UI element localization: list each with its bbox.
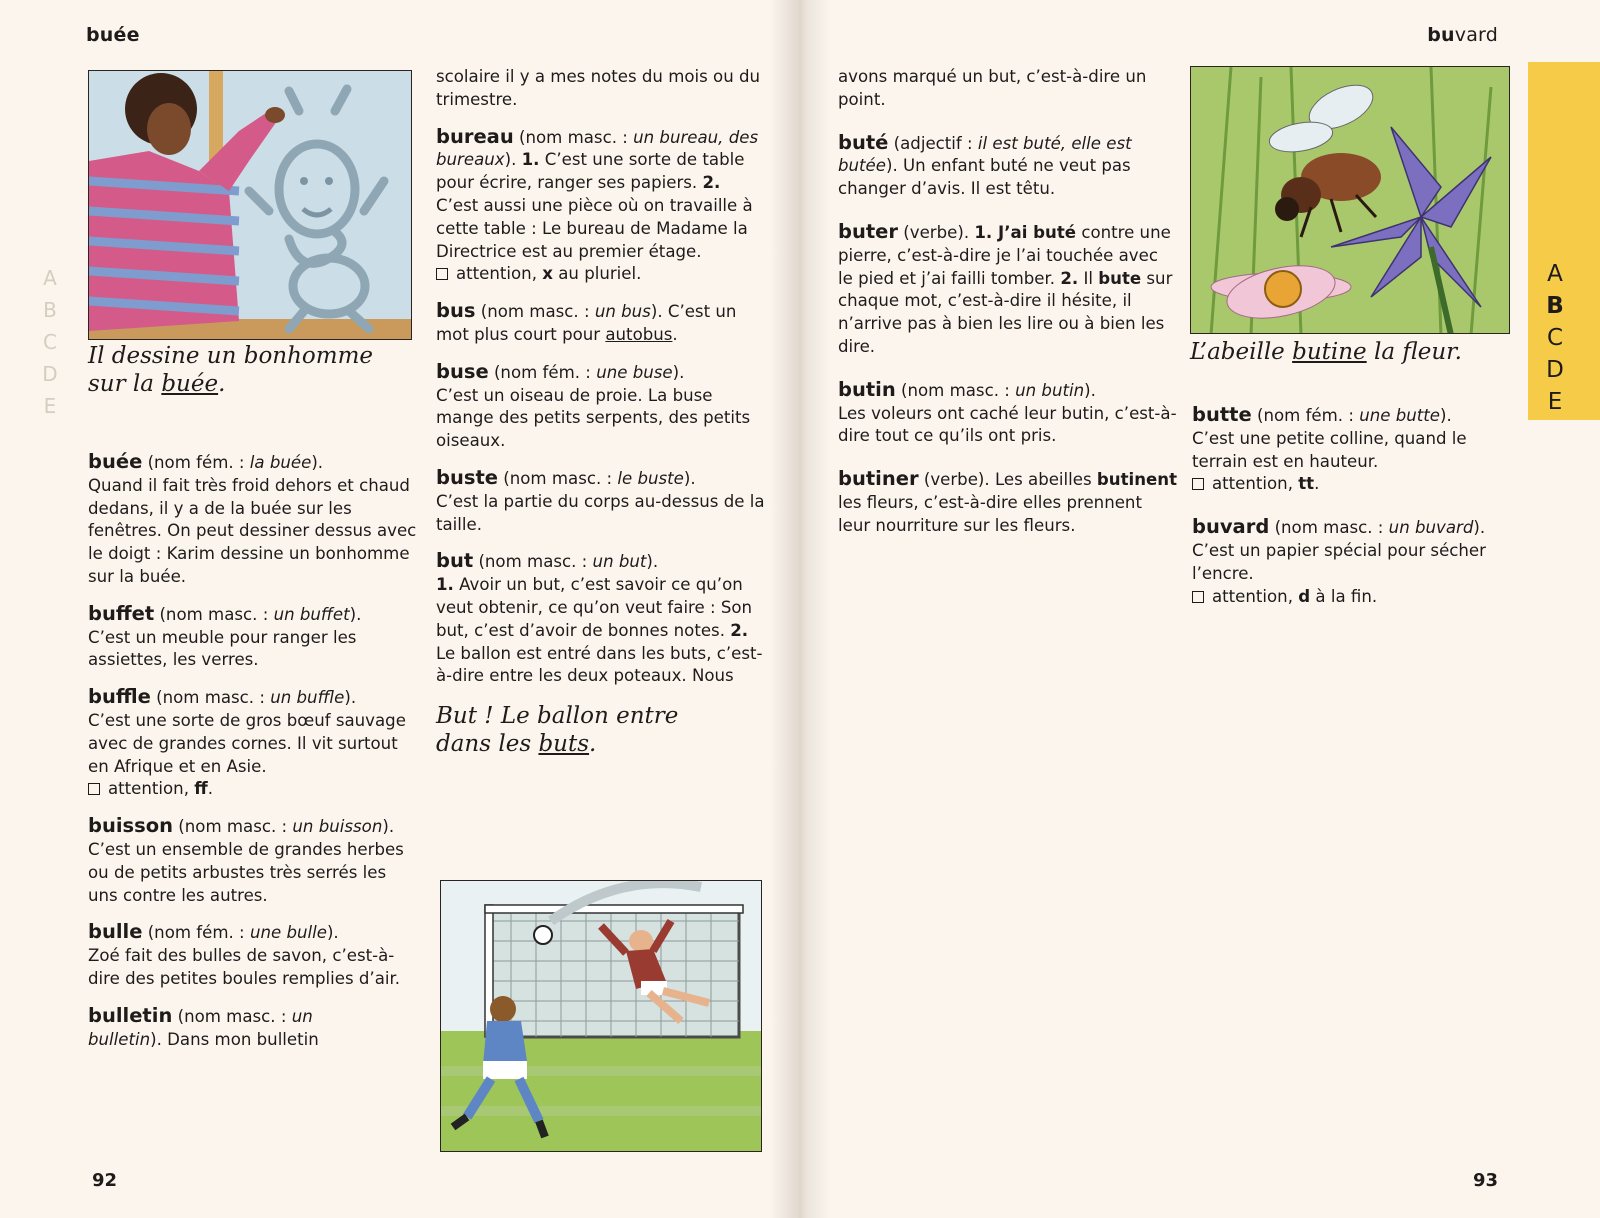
ghost-letter: E [43, 394, 57, 418]
headword: buté [838, 130, 889, 154]
ghost-letter: D [42, 362, 58, 386]
definition: Zoé fait des bulles de savon, c’est-à-dire des petites boules remplies d’air. [88, 946, 401, 988]
definition: C’est la partie du corps au-dessus de la taille. [436, 491, 765, 534]
entry-buste: buste (nom masc. : le buste). C’est la partie du corps au-dessus de la taille. [436, 467, 766, 536]
headword: bulle [88, 920, 143, 944]
caption-line: dans les buts. [436, 731, 597, 758]
book-gutter [770, 0, 830, 1218]
definition: C’est un papier spécial pour sécher l’encre. [1192, 540, 1486, 583]
continued-text: scolaire il y a mes notes du mois ou du trimestre. [436, 67, 761, 109]
tab-letter[interactable]: A [1547, 261, 1563, 287]
entry-bus: bus (nom masc. : un bus). C’est un mot plus court pour autobus. [436, 299, 737, 344]
tab-letter[interactable]: D [1546, 357, 1564, 383]
entry-bulletin: bulletin (nom masc. : un bulletin). Dans mon bulletin [88, 1003, 319, 1049]
headword: buée [88, 450, 143, 473]
left-header-word: buée [86, 24, 140, 46]
right-header-word: buvard [1427, 24, 1498, 46]
definition: C’est un oiseau de proie. La buse mange des petits serpents, des petits oiseaux. [436, 385, 751, 451]
definition: C’est un ensemble de grandes herbes ou de petits arbustes très serrés les uns contre les autres. [88, 839, 404, 905]
definition: C’est un meuble pour ranger les assiettes, les verres. [88, 627, 357, 670]
tab-letter[interactable]: C [1546, 325, 1564, 351]
headword: buse [436, 359, 489, 383]
right-page [800, 0, 1600, 1218]
headword: butiner [838, 467, 919, 491]
caption-line: But ! Le ballon entre [436, 703, 679, 730]
entry-bute: buté (adjectif : il est buté, elle est butée). Un enfant buté ne veut pas changer d’avis. Il est têtu. [838, 130, 1132, 199]
definition: C’est une petite colline, quand le terrain est en hauteur. [1192, 428, 1467, 471]
ghost-letter: A [43, 266, 57, 290]
definition: Les voleurs ont caché leur butin, c’est-à-dire tout ce qu’ils ont pris. [838, 403, 1177, 446]
definition: C’est une sorte de gros bœuf sauvage avec de grandes cornes. Il vit surtout en Afrique et en Asie. [88, 710, 406, 776]
headword: bus [436, 299, 476, 323]
entry-buisson: buisson (nom masc. : un buisson). C’est un ensemble de grandes herbes ou de petits arbustes très serrés les uns contre les autres. [88, 815, 418, 907]
caption-butine: L’abeille butine la fleur. [1190, 339, 1462, 365]
spelling-note: attention, d à la fin. [1192, 586, 1522, 609]
boy-window-illustration [88, 70, 412, 340]
ghost-letter: B [43, 298, 57, 322]
spelling-note: attention, tt. [1192, 473, 1522, 496]
checkbox-square-icon [436, 268, 448, 280]
left-column-2 [436, 66, 766, 758]
entry-buvard: buvard (nom masc. : un buvard). C’est un papier spécial pour sécher l’encre. attention, d à la fin. [1192, 516, 1522, 608]
boy-window-drawing [89, 71, 412, 340]
football-goal-drawing [441, 881, 762, 1152]
caption-line: Il dessine un bonhomme [88, 343, 373, 369]
entry-bureau: bureau (nom masc. : un bureau, des bureaux). 1. C’est une sorte de table pour écrire, ranger ses papiers. 2. C’est aussi une pièce où on travaille à cette table : Le bureau de Madame la Directrice est au premier étage. attention, x au pluriel. [436, 126, 766, 287]
cross-reference-link[interactable]: autobus [605, 324, 673, 344]
headword: bureau [436, 124, 514, 148]
page-number-right: 93 [1472, 1170, 1498, 1191]
headword: buste [436, 465, 498, 489]
entry-but: but (nom masc. : un but). 1. Avoir un but, c’est savoir ce qu’on veut obtenir, ce qu’on veut faire : Son but, c’est d’avoir de bonnes notes. 2. Le ballon est entré dans les buts, c’est-à-dire entre les deux poteaux. Nous [436, 549, 763, 686]
page-number-left: 92 [92, 1170, 118, 1191]
entry-butte: butte (nom fém. : une butte). C’est une petite colline, quand le terrain est en hauteur. attention, tt. [1192, 404, 1522, 496]
entry-bulle: bulle (nom fém. : une bulle). Zoé fait des bulles de savon, c’est-à-dire des petites boules remplies d’air. [88, 921, 418, 990]
entry-buffle: buffle (nom masc. : un buffle). C’est une sorte de gros bœuf sauvage avec de grandes cornes. Il vit surtout en Afrique et en Asie. attention, ff. [88, 686, 418, 801]
caption-line: sur la buée. [88, 371, 226, 397]
spelling-note: attention, ff. [88, 778, 418, 801]
entry-buter: buter (verbe). 1. J’ai buté contre une pierre, c’est-à-dire je l’ai touchée avec le pied et j’ai failli tomber. 2. Il bute sur chaque mot, c’est-à-dire il hésite, il n’arrive pas à bien les lire ou à bien les dire. [838, 219, 1173, 356]
headword: buisson [88, 814, 174, 838]
checkbox-square-icon [1192, 591, 1204, 603]
bee-flower-drawing [1191, 67, 1510, 334]
headword: buffet [88, 601, 155, 625]
thumb-index-letters [1545, 258, 1565, 418]
headword: buter [838, 219, 899, 243]
headword: butte [1192, 403, 1252, 426]
entry-butiner: butiner (verbe). Les abeilles butinent les fleurs, c’est-à-dire elles prennent leur nourriture sur les fleurs. [838, 467, 1178, 535]
entry-butin: butin (nom masc. : un butin). Les voleurs ont caché leur butin, c’est-à-dire tout ce qu’ils ont pris. [838, 379, 1178, 448]
right-column-2 [1192, 404, 1522, 622]
spelling-note: attention, x au pluriel. [436, 263, 766, 286]
caption-but [436, 702, 766, 758]
ghost-letter-index [40, 262, 60, 422]
tab-letter[interactable]: E [1547, 389, 1563, 415]
headword: buvard [1192, 515, 1270, 539]
left-column-1 [88, 451, 418, 1065]
right-column-1 [838, 66, 1178, 552]
entry-buee: buée (nom fém. : la buée). Quand il fait très froid dehors et chaud dedans, il y a de la buée sur les fenêtres. On peut dessiner dessus avec le doigt : Karim dessine un bonhomme sur la buée. [88, 451, 418, 589]
checkbox-square-icon [88, 783, 100, 795]
bee-flower-illustration [1190, 66, 1510, 334]
entry-buse: buse (nom fém. : une buse). C’est un oiseau de proie. La buse mange des petits serpents, des petits oiseaux. [436, 361, 766, 453]
ghost-letter: C [43, 330, 57, 354]
headword: butin [838, 377, 896, 401]
entry-buffet: buffet (nom masc. : un buffet). C’est un meuble pour ranger les assiettes, les verres. [88, 603, 418, 672]
headword: but [436, 549, 474, 573]
football-illustration [440, 880, 762, 1152]
continued-text: avons marqué un but, c’est-à-dire un point. [838, 67, 1147, 109]
headword: buffle [88, 685, 151, 709]
headword: bulletin [88, 1003, 173, 1027]
caption-buee [88, 342, 418, 398]
definition: Quand il fait très froid dehors et chaud dedans, il y a de la buée sur les fenêtres. On peut dessiner dessus avec le doigt : Karim dessine un bonhomme sur la buée. [88, 475, 417, 586]
tab-letter-current[interactable]: B [1546, 293, 1564, 319]
checkbox-square-icon [1192, 478, 1204, 490]
